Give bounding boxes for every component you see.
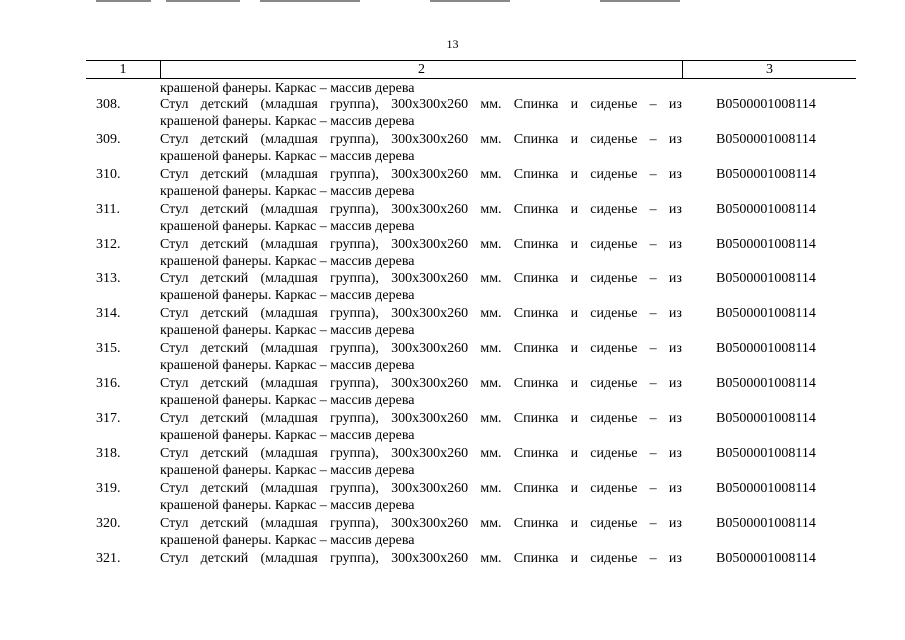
row-code: B0500001008114: [716, 376, 816, 392]
description-word: –: [649, 480, 657, 496]
description-word: 300x300x260: [391, 376, 469, 392]
row-number: 318.: [96, 445, 121, 461]
description-word: детский: [200, 550, 249, 566]
row-code: B0500001008114: [716, 306, 816, 322]
table-row: [0, 340, 905, 375]
description-line-1: [160, 96, 682, 113]
description-word: детский: [200, 376, 249, 392]
description-word: Спинка: [513, 271, 559, 287]
description-word: и: [570, 515, 579, 531]
description-word: Стул: [160, 97, 189, 112]
row-code: B0500001008114: [716, 271, 816, 287]
description-word: и: [570, 201, 579, 217]
description-word: 300x300x260: [391, 306, 469, 322]
description-word: Спинка: [513, 97, 559, 112]
row-code: B0500001008114: [716, 341, 816, 357]
description-line-2: крашеной фанеры. Каркас – массив дерева: [160, 253, 415, 269]
description-word: из: [668, 515, 682, 531]
description-line-1: [160, 550, 682, 567]
description-word: (младшая: [260, 97, 318, 112]
description-word: мм.: [480, 306, 502, 322]
description-word: 300x300x260: [391, 97, 469, 112]
description-word: Стул: [160, 236, 189, 252]
description-word: группа),: [330, 376, 379, 392]
description-word: сиденье: [590, 376, 638, 392]
row-description: [160, 305, 682, 339]
description-word: детский: [200, 341, 249, 357]
description-line-1: [160, 131, 682, 148]
description-word: сиденье: [590, 445, 638, 461]
description-word: –: [649, 131, 657, 147]
description-word: сиденье: [590, 480, 638, 496]
description-word: и: [570, 411, 579, 427]
row-number: 312.: [96, 236, 121, 252]
description-word: 300x300x260: [391, 131, 469, 147]
description-line-1: [160, 201, 682, 218]
row-number: 311.: [96, 201, 120, 217]
description-word: мм.: [480, 271, 502, 287]
description-word: и: [570, 131, 579, 147]
description-line-1: [160, 515, 682, 532]
description-word: Спинка: [513, 131, 559, 147]
description-word: и: [570, 306, 579, 322]
row-number: 317.: [96, 411, 121, 427]
description-word: (младшая: [260, 236, 318, 252]
description-word: и: [570, 550, 579, 566]
table-row: [0, 305, 905, 340]
description-word: Спинка: [513, 201, 559, 217]
description-word: Спинка: [513, 376, 559, 392]
description-word: Спинка: [513, 550, 559, 566]
row-description: [160, 131, 682, 165]
description-word: из: [668, 550, 682, 566]
description-word: и: [570, 271, 579, 287]
row-number: 319.: [96, 480, 121, 496]
description-word: сиденье: [590, 131, 638, 147]
description-line-2: крашеной фанеры. Каркас – массив дерева: [160, 218, 415, 234]
description-word: из: [668, 480, 682, 496]
description-word: –: [649, 550, 657, 566]
description-word: –: [649, 271, 657, 287]
description-word: мм.: [480, 166, 502, 182]
description-line-2: крашеной фанеры. Каркас – массив дерева: [160, 358, 415, 374]
description-word: Стул: [160, 306, 189, 322]
table-body: [0, 96, 905, 584]
row-description: [160, 236, 682, 270]
table-row: [0, 410, 905, 445]
description-word: Стул: [160, 271, 189, 287]
row-description: [160, 480, 682, 514]
description-word: из: [668, 341, 682, 357]
scan-edge-mark: [260, 0, 360, 2]
description-line-1: [160, 305, 682, 322]
description-word: (младшая: [260, 480, 318, 496]
description-word: группа),: [330, 341, 379, 357]
description-word: (младшая: [260, 131, 318, 147]
row-description: [160, 96, 682, 130]
description-word: детский: [200, 201, 249, 217]
description-line-1: [160, 410, 682, 427]
description-line-1: [160, 480, 682, 497]
row-description: [160, 375, 682, 409]
description-word: группа),: [330, 271, 379, 287]
description-word: –: [649, 97, 657, 112]
description-line-2: крашеной фанеры. Каркас – массив дерева: [160, 428, 415, 444]
description-word: 300x300x260: [391, 341, 469, 357]
description-word: Стул: [160, 341, 189, 357]
description-word: из: [668, 201, 682, 217]
description-word: (младшая: [260, 271, 318, 287]
description-line-2: крашеной фанеры. Каркас – массив дерева: [160, 462, 415, 478]
description-word: мм.: [480, 550, 502, 566]
row-number: 308.: [96, 97, 121, 112]
scan-edge-mark: [430, 0, 510, 2]
description-word: мм.: [480, 376, 502, 392]
description-word: детский: [200, 306, 249, 322]
description-line-2: крашеной фанеры. Каркас – массив дерева: [160, 288, 415, 304]
description-line-1: [160, 166, 682, 183]
description-word: Стул: [160, 166, 189, 182]
row-code: B0500001008114: [716, 131, 816, 147]
description-word: сиденье: [590, 236, 638, 252]
description-line-2: крашеной фанеры. Каркас – массив дерева: [160, 114, 415, 129]
row-description: [160, 166, 682, 200]
description-word: мм.: [480, 131, 502, 147]
row-number: 310.: [96, 166, 121, 182]
scan-edge-mark: [600, 0, 680, 2]
description-word: Стул: [160, 480, 189, 496]
table-row: [0, 550, 905, 585]
row-number: 320.: [96, 515, 121, 531]
row-code: B0500001008114: [716, 445, 816, 461]
row-description: [160, 550, 682, 567]
description-word: группа),: [330, 445, 379, 461]
row-description: [160, 515, 682, 549]
description-word: детский: [200, 411, 249, 427]
description-word: из: [668, 271, 682, 287]
description-word: сиденье: [590, 271, 638, 287]
description-word: –: [649, 236, 657, 252]
description-word: –: [649, 341, 657, 357]
row-description: [160, 410, 682, 444]
table-header: [86, 60, 856, 79]
description-word: из: [668, 166, 682, 182]
description-line-1: [160, 270, 682, 287]
description-word: мм.: [480, 97, 502, 112]
description-word: из: [668, 445, 682, 461]
description-word: мм.: [480, 341, 502, 357]
description-line-2: крашеной фанеры. Каркас – массив дерева: [160, 183, 415, 199]
row-code: B0500001008114: [716, 515, 816, 531]
description-word: группа),: [330, 306, 379, 322]
description-word: 300x300x260: [391, 201, 469, 217]
description-word: Спинка: [513, 306, 559, 322]
description-word: мм.: [480, 445, 502, 461]
table-row: [0, 515, 905, 550]
row-code: B0500001008114: [716, 480, 816, 496]
description-word: мм.: [480, 515, 502, 531]
row-code: B0500001008114: [716, 411, 816, 427]
description-line-1: [160, 445, 682, 462]
description-word: мм.: [480, 236, 502, 252]
description-word: и: [570, 376, 579, 392]
description-word: группа),: [330, 97, 379, 112]
description-word: детский: [200, 236, 249, 252]
description-word: сиденье: [590, 97, 638, 112]
description-word: (младшая: [260, 445, 318, 461]
description-word: и: [570, 480, 579, 496]
description-word: группа),: [330, 236, 379, 252]
description-word: сиденье: [590, 201, 638, 217]
description-word: группа),: [330, 131, 379, 147]
continuation-text: крашеной фанеры. Каркас – массив дерева: [160, 81, 415, 96]
description-word: из: [668, 376, 682, 392]
description-word: Стул: [160, 550, 189, 566]
description-word: сиденье: [590, 515, 638, 531]
description-word: 300x300x260: [391, 480, 469, 496]
description-word: из: [668, 236, 682, 252]
table-row: [0, 166, 905, 201]
description-word: Стул: [160, 376, 189, 392]
table-row: [0, 480, 905, 515]
description-word: 300x300x260: [391, 411, 469, 427]
description-word: 300x300x260: [391, 271, 469, 287]
description-word: группа),: [330, 411, 379, 427]
description-word: –: [649, 515, 657, 531]
description-word: –: [649, 306, 657, 322]
description-word: детский: [200, 515, 249, 531]
description-word: (младшая: [260, 550, 318, 566]
description-line-1: [160, 236, 682, 253]
description-line-2: крашеной фанеры. Каркас – массив дерева: [160, 497, 415, 513]
row-code: B0500001008114: [716, 236, 816, 252]
description-word: детский: [200, 131, 249, 147]
table-row: [0, 236, 905, 271]
description-word: (младшая: [260, 376, 318, 392]
description-word: и: [570, 166, 579, 182]
description-word: из: [668, 306, 682, 322]
description-line-2: крашеной фанеры. Каркас – массив дерева: [160, 532, 415, 548]
header-col-2: 2: [160, 61, 683, 78]
page-number: 13: [446, 37, 459, 51]
description-word: Спинка: [513, 166, 559, 182]
description-word: группа),: [330, 550, 379, 566]
description-line-1: [160, 340, 682, 357]
table-row: [0, 96, 905, 131]
row-number: 321.: [96, 550, 121, 566]
description-word: и: [570, 445, 579, 461]
row-description: [160, 340, 682, 374]
description-word: (младшая: [260, 166, 318, 182]
row-number: 314.: [96, 306, 121, 322]
description-word: –: [649, 201, 657, 217]
description-word: Стул: [160, 131, 189, 147]
description-word: 300x300x260: [391, 166, 469, 182]
description-word: группа),: [330, 166, 379, 182]
description-word: Стул: [160, 515, 189, 531]
row-description: [160, 201, 682, 235]
description-word: Спинка: [513, 341, 559, 357]
row-code: B0500001008114: [716, 201, 816, 217]
description-word: (младшая: [260, 306, 318, 322]
row-code: B0500001008114: [716, 166, 816, 182]
description-line-1: [160, 375, 682, 392]
description-word: из: [668, 131, 682, 147]
description-word: детский: [200, 97, 249, 112]
description-word: и: [570, 341, 579, 357]
table-row: [0, 131, 905, 166]
table-row: [0, 445, 905, 480]
description-word: –: [649, 376, 657, 392]
description-line-2: крашеной фанеры. Каркас – массив дерева: [160, 148, 415, 164]
description-word: 300x300x260: [391, 515, 469, 531]
description-word: из: [668, 411, 682, 427]
description-word: и: [570, 236, 579, 252]
description-word: группа),: [330, 515, 379, 531]
row-number: 316.: [96, 376, 121, 392]
description-word: группа),: [330, 201, 379, 217]
description-word: 300x300x260: [391, 550, 469, 566]
description-line-2: крашеной фанеры. Каркас – массив дерева: [160, 393, 415, 409]
row-code: B0500001008114: [716, 97, 816, 112]
description-word: 300x300x260: [391, 445, 469, 461]
description-word: 300x300x260: [391, 236, 469, 252]
description-line-2: крашеной фанеры. Каркас – массив дерева: [160, 323, 415, 339]
description-word: группа),: [330, 480, 379, 496]
description-word: из: [668, 97, 682, 112]
description-word: мм.: [480, 480, 502, 496]
description-word: Спинка: [513, 445, 559, 461]
description-word: (младшая: [260, 411, 318, 427]
row-code: B0500001008114: [716, 550, 816, 566]
scan-edge-mark: [166, 0, 240, 2]
description-word: Спинка: [513, 515, 559, 531]
description-word: мм.: [480, 201, 502, 217]
description-word: сиденье: [590, 306, 638, 322]
description-word: детский: [200, 480, 249, 496]
scan-edge-mark: [96, 0, 151, 2]
description-word: детский: [200, 271, 249, 287]
description-word: Стул: [160, 411, 189, 427]
table-row: [0, 375, 905, 410]
description-word: детский: [200, 166, 249, 182]
table-row: [0, 270, 905, 305]
description-word: Спинка: [513, 411, 559, 427]
header-col-1: 1: [119, 62, 127, 77]
description-word: –: [649, 411, 657, 427]
description-word: сиденье: [590, 411, 638, 427]
description-word: –: [649, 166, 657, 182]
row-description: [160, 270, 682, 304]
description-word: сиденье: [590, 550, 638, 566]
row-number: 315.: [96, 341, 121, 357]
description-word: и: [570, 97, 579, 112]
description-word: (младшая: [260, 201, 318, 217]
description-word: сиденье: [590, 166, 638, 182]
description-word: Спинка: [513, 236, 559, 252]
table-row: [0, 201, 905, 236]
description-word: –: [649, 445, 657, 461]
description-word: сиденье: [590, 341, 638, 357]
row-number: 309.: [96, 131, 121, 147]
row-description: [160, 445, 682, 479]
description-word: (младшая: [260, 341, 318, 357]
description-word: Стул: [160, 201, 189, 217]
description-word: мм.: [480, 411, 502, 427]
description-word: детский: [200, 445, 249, 461]
header-col-3: 3: [766, 62, 773, 77]
description-word: Спинка: [513, 480, 559, 496]
description-word: Стул: [160, 445, 189, 461]
row-number: 313.: [96, 271, 121, 287]
description-word: (младшая: [260, 515, 318, 531]
